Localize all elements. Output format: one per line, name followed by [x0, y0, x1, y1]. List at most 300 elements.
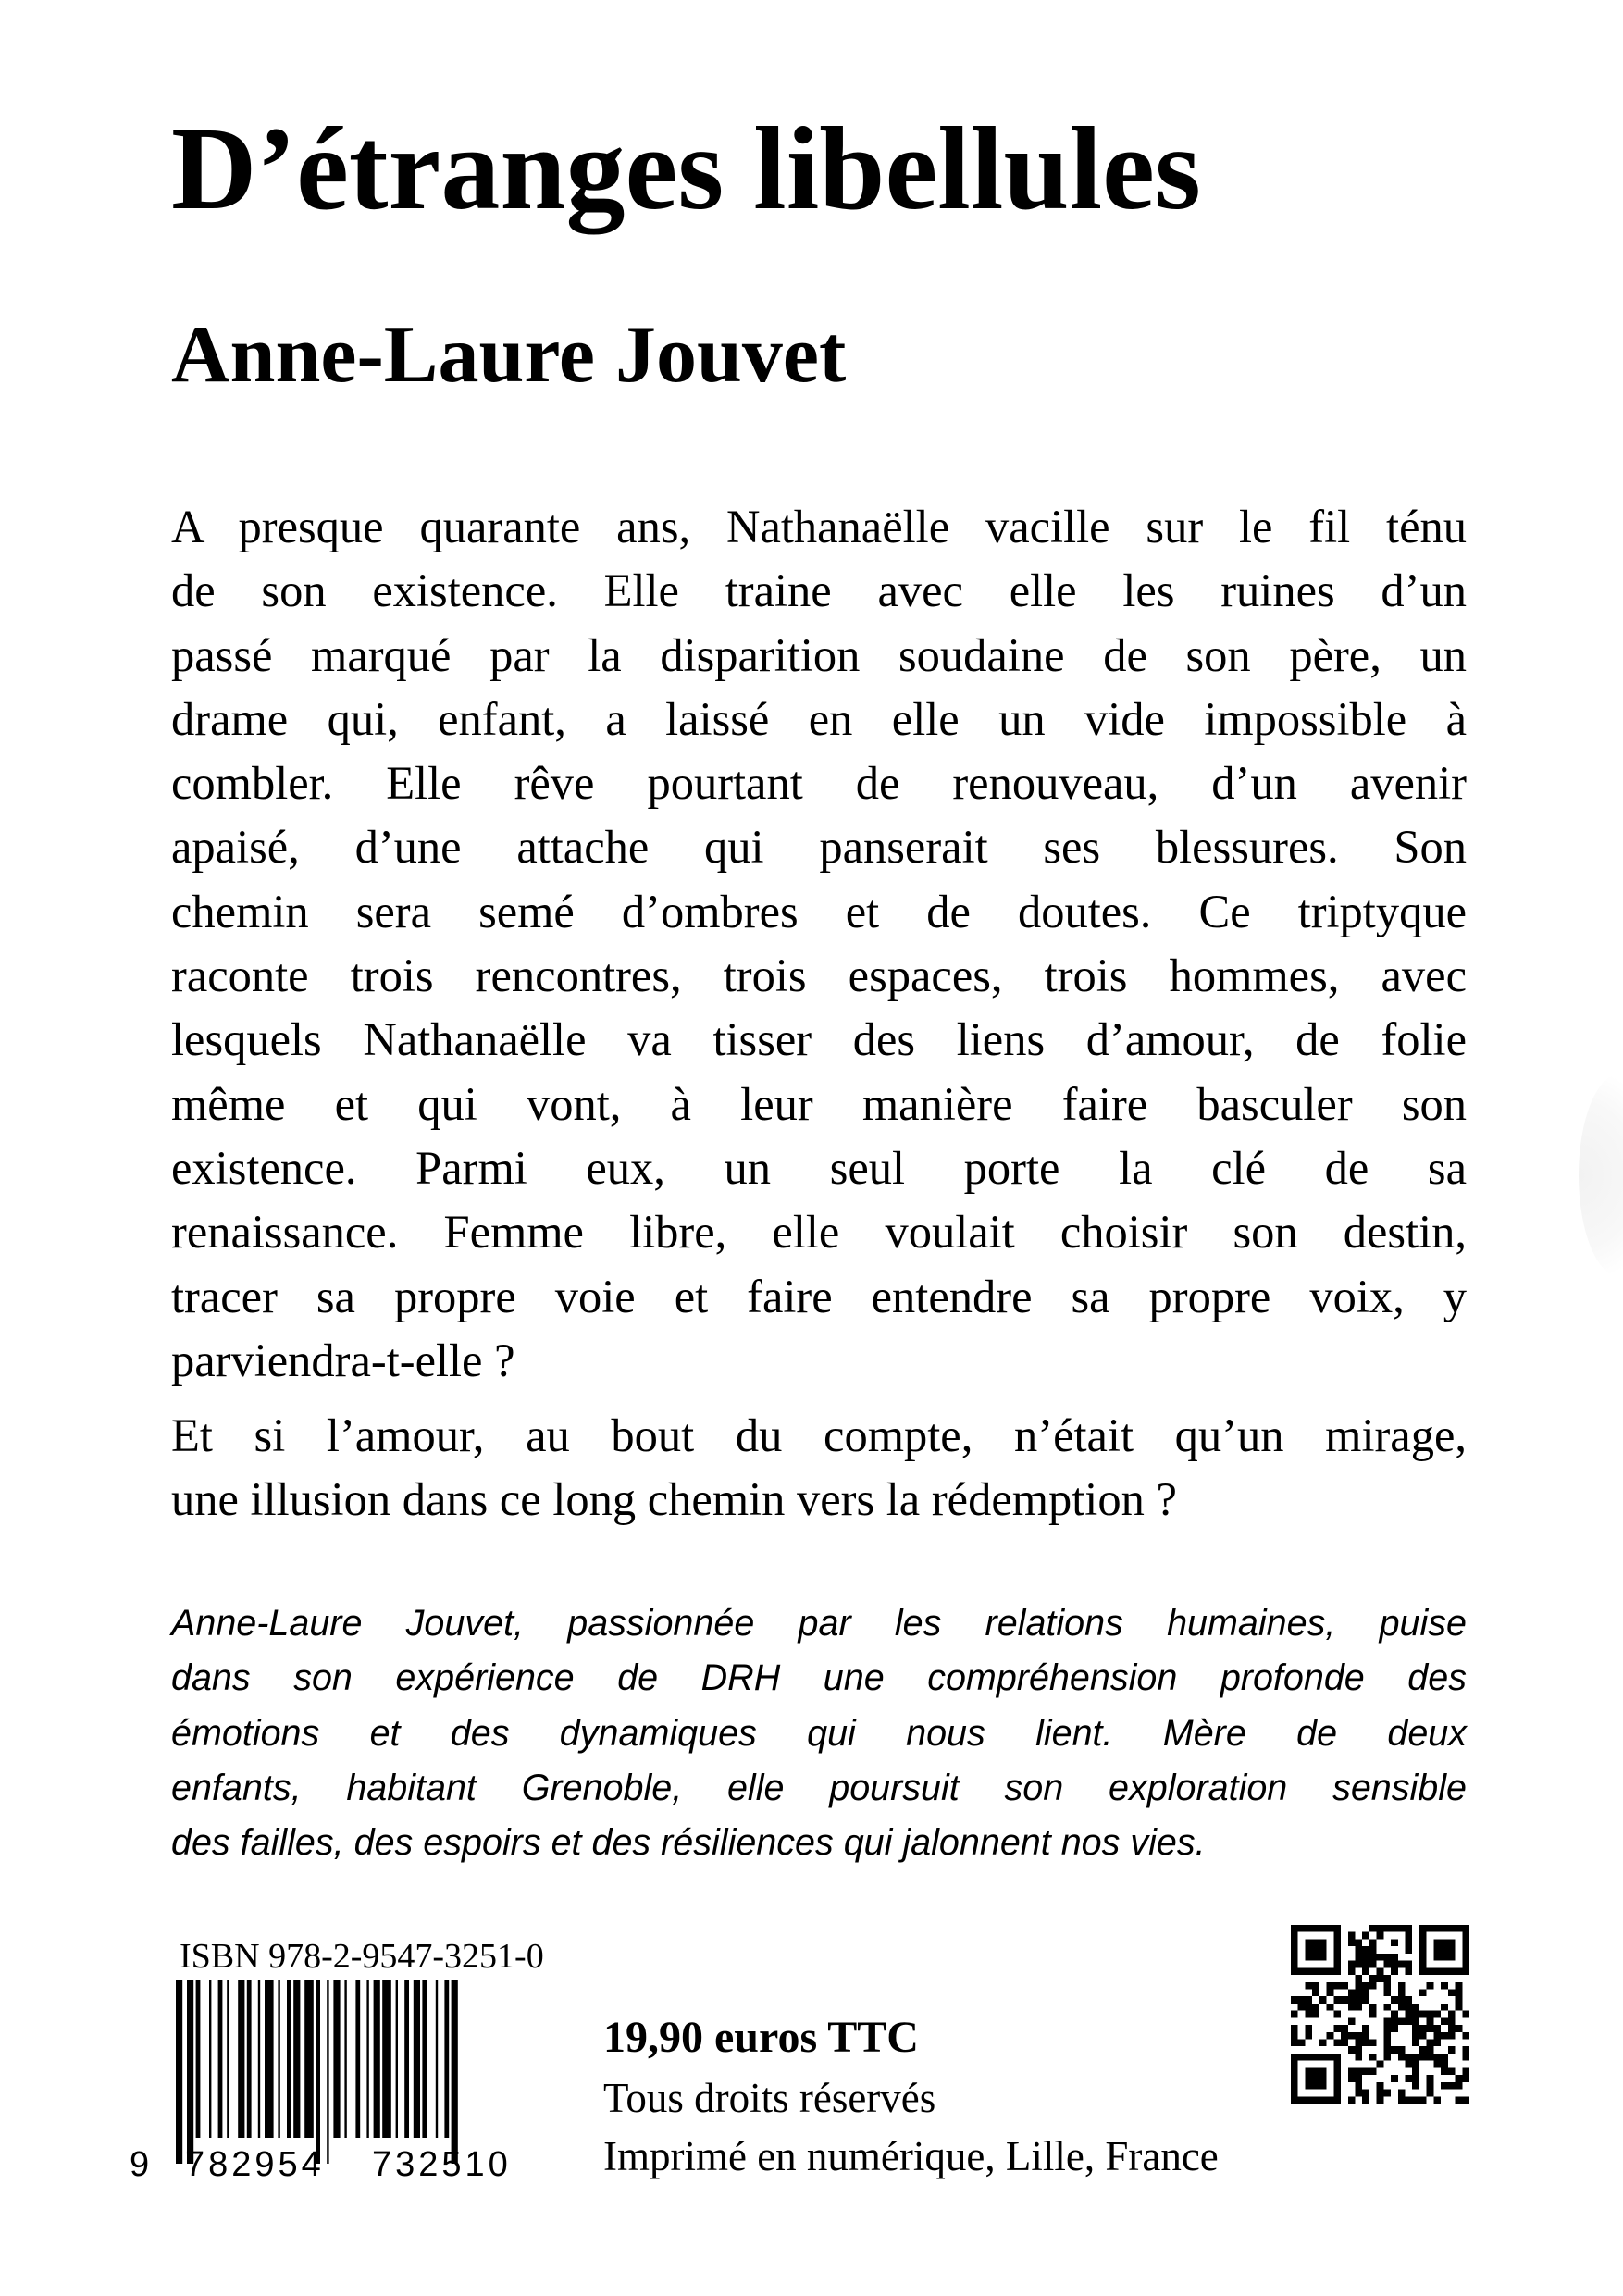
qr-module [1406, 2075, 1413, 2082]
qr-module [1398, 1982, 1406, 1990]
qr-module [1348, 2075, 1356, 2082]
qr-module [1383, 2090, 1391, 2097]
qr-module [1355, 2090, 1362, 2097]
qr-module [1419, 1925, 1427, 1932]
barcode-bar [218, 1980, 223, 2138]
qr-module [1327, 1967, 1334, 1975]
bio-line: émotions et des dynamiques qui nous lient. Mère de deux [171, 1712, 1467, 1754]
qr-module [1305, 2082, 1312, 2090]
qr-module [1305, 1925, 1312, 1932]
qr-module [1291, 1939, 1298, 1946]
qr-module [1362, 2025, 1369, 2032]
barcode-bar [344, 1980, 346, 2138]
qr-module [1448, 2032, 1456, 2040]
qr-module [1319, 1996, 1327, 2004]
qr-module [1377, 2061, 1384, 2068]
qr-module [1305, 2075, 1312, 2082]
qr-module [1412, 2011, 1419, 2018]
qr-module [1412, 2082, 1419, 2090]
qr-module [1333, 2054, 1341, 2061]
qr-module [1362, 2067, 1369, 2075]
qr-module [1419, 2011, 1427, 2018]
barcode-bar [436, 1980, 438, 2138]
qr-module [1427, 2082, 1434, 2090]
qr-module [1383, 2046, 1391, 2054]
blurb-line: A presque quarante ans, Nathanaëlle vacille sur le fil ténu [171, 501, 1467, 552]
qr-module [1406, 2017, 1413, 2025]
qr-module [1305, 2011, 1312, 2018]
qr-module [1383, 2032, 1391, 2040]
qr-module [1355, 2040, 1362, 2047]
qr-module [1362, 2096, 1369, 2104]
qr-module [1362, 1996, 1369, 2004]
barcode-digits [130, 2143, 564, 2186]
qr-module [1412, 2004, 1419, 2011]
qr-module [1312, 1989, 1319, 1996]
qr-module [1305, 2032, 1312, 2040]
qr-module [1398, 1925, 1406, 1932]
qr-module [1369, 1946, 1377, 1954]
qr-module [1398, 2046, 1406, 2054]
qr-module [1377, 1975, 1384, 1982]
qr-module [1433, 2032, 1441, 2040]
qr-module [1441, 1939, 1448, 1946]
qr-module [1427, 2090, 1434, 2097]
qr-module [1406, 1939, 1413, 1946]
qr-module [1412, 2040, 1419, 2047]
qr-module [1419, 2025, 1427, 2032]
qr-module [1391, 2025, 1398, 2032]
qr-module [1383, 1989, 1391, 1996]
qr-module [1291, 2011, 1298, 2018]
paragraph-gap [171, 1393, 1467, 1404]
qr-module [1305, 1939, 1312, 1946]
barcode-bar [382, 1980, 391, 2138]
qr-module [1427, 1982, 1434, 1990]
qr-module [1355, 1939, 1362, 1946]
qr-module [1448, 2082, 1456, 2090]
blurb-closing-line: Et si l’amour, au bout du compte, n’était qu’un mirage, [171, 1409, 1467, 1462]
qr-module [1333, 1996, 1341, 2004]
qr-module [1391, 1996, 1398, 2004]
qr-module [1448, 2067, 1456, 2075]
qr-module [1427, 2040, 1434, 2047]
qr-module [1377, 2082, 1384, 2090]
qr-module [1333, 2082, 1341, 2090]
qr-module [1456, 1996, 1463, 2004]
qr-module [1412, 2032, 1419, 2040]
qr-module [1369, 2004, 1377, 2011]
qr-module [1383, 2054, 1391, 2061]
qr-module [1377, 2096, 1384, 2104]
barcode-digit-group: 782954 [185, 2145, 325, 2184]
qr-module [1355, 1961, 1362, 1968]
qr-module [1298, 2096, 1306, 2104]
qr-module [1319, 1946, 1327, 1954]
qr-module [1398, 2017, 1406, 2025]
qr-module [1383, 2040, 1391, 2047]
isbn-label: ISBN 978-2-9547-3251-0 [180, 1937, 544, 1976]
qr-module [1291, 2032, 1298, 2040]
qr-module [1427, 2054, 1434, 2061]
qr-module [1355, 2075, 1362, 2082]
qr-module [1462, 1954, 1469, 1961]
qr-module [1341, 2032, 1348, 2040]
qr-module [1348, 1989, 1356, 1996]
qr-module [1412, 2067, 1419, 2075]
qr-module [1305, 1954, 1312, 1961]
qr-module [1333, 1961, 1341, 1968]
qr-module [1456, 2004, 1463, 2011]
qr-module [1333, 1939, 1341, 1946]
barcode-bar [414, 1980, 420, 2138]
qr-module [1348, 2046, 1356, 2054]
qr-module [1433, 1967, 1441, 1975]
blurb-line: passé marqué par la disparition soudaine de son père, un [171, 628, 1467, 681]
qr-module [1341, 1982, 1348, 1990]
book-title: D’étranges libellules [171, 103, 1201, 234]
qr-module [1305, 2096, 1312, 2104]
qr-module [1383, 2017, 1391, 2025]
qr-module [1362, 1989, 1369, 1996]
qr-module [1319, 2040, 1327, 2047]
qr-module [1305, 2004, 1312, 2011]
qr-module [1406, 1961, 1413, 1968]
qr-module [1291, 1967, 1298, 1975]
qr-module [1412, 2025, 1419, 2032]
qr-module [1312, 2082, 1319, 2090]
qr-module [1433, 1954, 1441, 1961]
qr-module [1369, 2040, 1377, 2047]
qr-module [1391, 2017, 1398, 2025]
barcode-bar [396, 1980, 398, 2138]
qr-module [1305, 1982, 1312, 1990]
blurb-line: lesquels Nathanaëlle va tisser des liens d’amour, de folie [171, 1013, 1467, 1066]
qr-module [1291, 2025, 1298, 2032]
qr-module [1319, 2054, 1327, 2061]
qr-module [1456, 2082, 1463, 2090]
qr-module [1419, 1939, 1427, 1946]
qr-module [1427, 2017, 1434, 2025]
qr-module [1362, 1967, 1369, 1975]
qr-module [1291, 1961, 1298, 1968]
bio-line: enfants, habitant Grenoble, elle poursuit son exploration sensible [171, 1767, 1467, 1808]
printer-notice: Imprimé en numérique, Lille, France [603, 2133, 1219, 2179]
qr-module [1341, 1996, 1348, 2004]
qr-module [1412, 2017, 1419, 2025]
qr-module [1448, 1939, 1456, 1946]
qr-module [1391, 2011, 1398, 2018]
qr-module [1383, 1975, 1391, 1982]
barcode-bar [327, 1980, 328, 2164]
qr-module [1383, 1925, 1391, 1932]
qr-module [1427, 2046, 1434, 2054]
qr-module [1355, 2067, 1362, 2075]
qr-module [1412, 2075, 1419, 2082]
qr-module [1441, 1954, 1448, 1961]
qr-module [1355, 1996, 1362, 2004]
blurb [171, 495, 1467, 1533]
qr-module [1419, 2032, 1427, 2040]
qr-module [1419, 2054, 1427, 2061]
qr-module [1312, 1954, 1319, 1961]
qr-module [1362, 2040, 1369, 2047]
qr-module [1355, 2004, 1362, 2011]
qr-module [1298, 2054, 1306, 2061]
qr-module [1398, 2054, 1406, 2061]
price: 19,90 euros TTC [603, 2013, 919, 2062]
qr-module [1419, 1989, 1427, 1996]
qr-module [1406, 1932, 1413, 1940]
qr-module [1377, 1925, 1384, 1932]
qr-module [1391, 1925, 1398, 1932]
blurb-line: même et qui vont, à leur manière faire basculer son [171, 1077, 1467, 1130]
qr-module [1327, 2054, 1334, 2061]
qr-module [1355, 2046, 1362, 2054]
qr-module [1348, 2017, 1356, 2025]
qr-module [1333, 2040, 1341, 2047]
qr-module [1348, 1996, 1356, 2004]
qr-module [1369, 2054, 1377, 2061]
qr-module [1441, 2017, 1448, 2025]
qr-module [1448, 1967, 1456, 1975]
qr-module [1427, 2025, 1434, 2032]
qr-module [1433, 2040, 1441, 2047]
barcode-digit-group: 732510 [372, 2145, 512, 2184]
qr-module [1462, 2096, 1469, 2104]
qr-module [1398, 1989, 1406, 1996]
qr-module [1369, 1961, 1377, 1968]
qr-module [1327, 1982, 1334, 1990]
rights-notice: Tous droits réservés [603, 2075, 936, 2121]
qr-module [1291, 2075, 1298, 2082]
barcode-bar [287, 1980, 291, 2138]
qr-module [1398, 1996, 1406, 2004]
qr-module [1433, 2011, 1441, 2018]
qr-module [1312, 2075, 1319, 2082]
qr-module [1419, 1961, 1427, 1968]
qr-module [1362, 1946, 1369, 1954]
qr-module [1305, 1946, 1312, 1954]
qr-module [1427, 2075, 1434, 2082]
qr-module [1319, 1925, 1327, 1932]
qr-module [1448, 1946, 1456, 1954]
qr-module [1448, 2025, 1456, 2032]
author-bio [171, 1596, 1467, 1870]
edge-shadow [1579, 1074, 1623, 1277]
barcode-bar [247, 1980, 252, 2138]
qr-module [1298, 1967, 1306, 1975]
qr-module [1312, 1982, 1319, 1990]
qr-module [1369, 1939, 1377, 1946]
barcode-bar [444, 1980, 449, 2138]
qr-module [1462, 2011, 1469, 2018]
qr-module [1291, 1946, 1298, 1954]
qr-module [1383, 1982, 1391, 1990]
qr-module [1348, 2096, 1356, 2104]
qr-module [1369, 1975, 1377, 1982]
qr-module [1333, 1932, 1341, 1940]
qr-module [1391, 1939, 1398, 1946]
barcode-bar [278, 1980, 279, 2138]
qr-module [1398, 2004, 1406, 2011]
barcode-digit-group: 9 [130, 2145, 150, 2184]
qr-module [1441, 2061, 1448, 2068]
qr-module [1362, 1961, 1369, 1968]
qr-module [1448, 2011, 1456, 2018]
barcode-bar [258, 1980, 260, 2138]
blurb-closing-line: une illusion dans ce long chemin vers la rédemption ? [171, 1473, 1177, 1526]
qr-module [1419, 1932, 1427, 1940]
qr-module [1327, 2004, 1334, 2011]
qr-module [1369, 1954, 1377, 1961]
qr-module [1433, 2025, 1441, 2032]
qr-module [1362, 1932, 1369, 1940]
qr-module [1355, 1982, 1362, 1990]
barcode-bar [404, 1980, 409, 2138]
qr-module [1291, 1925, 1298, 1932]
qr-module [1319, 1954, 1327, 1961]
qr-module [1291, 2061, 1298, 2068]
qr-module [1383, 1954, 1391, 1961]
qr-module [1419, 1946, 1427, 1954]
qr-module [1406, 1946, 1413, 1954]
qr-module [1333, 1967, 1341, 1975]
qr-module [1291, 1954, 1298, 1961]
qr-module [1333, 1925, 1341, 1932]
qr-module [1291, 2096, 1298, 2104]
barcode-bar [355, 1980, 360, 2138]
qr-module [1291, 1996, 1298, 2004]
qr-module [1462, 1961, 1469, 1968]
qr-module [1433, 2061, 1441, 2068]
qr-module [1333, 2061, 1341, 2068]
qr-module [1406, 1996, 1413, 2004]
qr-module [1319, 2096, 1327, 2104]
barcode-bar [187, 1980, 193, 2164]
qr-module [1419, 1954, 1427, 1961]
qr-module [1333, 2096, 1341, 2104]
qr-module [1348, 1961, 1356, 1968]
blurb-line: chemin sera semé d’ombres et de doutes. Ce triptyque [171, 885, 1467, 937]
qr-module [1377, 1954, 1384, 1961]
qr-module [1441, 2054, 1448, 2061]
barcode-bar [227, 1980, 229, 2138]
qr-module [1433, 2096, 1441, 2104]
qr-module [1327, 1925, 1334, 1932]
qr-module [1369, 1925, 1377, 1932]
qr-module [1319, 2075, 1327, 2082]
qr-module [1305, 1996, 1312, 2004]
qr-module [1369, 2067, 1377, 2075]
blurb-line: de son existence. Elle traine avec elle les ruines d’un [171, 565, 1467, 617]
qr-module [1298, 2004, 1306, 2011]
qr-module [1448, 2046, 1456, 2054]
qr-module [1456, 2075, 1463, 2082]
qr-module [1462, 2067, 1469, 2075]
qr-module [1441, 2004, 1448, 2011]
qr-module [1441, 2067, 1448, 2075]
qr-module [1355, 2032, 1362, 2040]
qr-module [1462, 2054, 1469, 2061]
qr-module [1419, 2096, 1427, 2104]
qr-module [1333, 2067, 1341, 2075]
barcode-bar [422, 1980, 427, 2138]
qr-module [1305, 2054, 1312, 2061]
qr-module [1348, 2004, 1356, 2011]
qr-module [1398, 2096, 1406, 2104]
qr-module [1462, 2046, 1469, 2054]
qr-module [1406, 1925, 1413, 1932]
qr-module [1333, 1954, 1341, 1961]
qr-module [1433, 1925, 1441, 1932]
qr-module [1362, 1954, 1369, 1961]
blurb-line: parviendra-t-elle ? [171, 1334, 515, 1386]
qr-module [1362, 2090, 1369, 2097]
qr-module [1355, 1954, 1362, 1961]
barcode-bar [366, 1980, 368, 2138]
qr-module [1333, 1982, 1341, 1990]
barcode-bar [333, 1980, 340, 2138]
barcode-bar [196, 1980, 201, 2138]
qr-module [1448, 2017, 1456, 2025]
qr-module [1291, 1932, 1298, 1940]
qr-module [1456, 1989, 1463, 1996]
qr-module [1348, 1932, 1356, 1940]
qr-module [1369, 2011, 1377, 2018]
qr-module [1312, 1967, 1319, 1975]
qr-module [1291, 2067, 1298, 2075]
qr-module [1391, 1954, 1398, 1961]
qr-module [1462, 2032, 1469, 2040]
qr-module [1406, 2004, 1413, 2011]
qr-module [1348, 1939, 1356, 1946]
qr-module [1319, 2067, 1327, 2075]
qr-code [1291, 1925, 1469, 2104]
qr-module [1312, 2067, 1319, 2075]
qr-module [1291, 2082, 1298, 2090]
qr-module [1427, 1925, 1434, 1932]
qr-module [1312, 2004, 1319, 2011]
qr-module [1312, 2054, 1319, 2061]
qr-module [1462, 1939, 1469, 1946]
qr-module [1406, 2054, 1413, 2061]
qr-module [1341, 2025, 1348, 2032]
qr-module [1333, 2090, 1341, 2097]
qr-module [1462, 2075, 1469, 2082]
qr-module [1441, 1946, 1448, 1954]
qr-module [1427, 2011, 1434, 2018]
qr-module [1391, 1967, 1398, 1975]
blurb-line: drame qui, enfant, a laissé en elle un vide impossible à [171, 692, 1467, 745]
qr-module [1298, 1925, 1306, 1932]
blurb-line: apaisé, d’une attache qui panserait ses blessures. Son [171, 821, 1467, 874]
qr-module [1319, 2082, 1327, 2090]
qr-module [1348, 2032, 1356, 2040]
barcode-bar [209, 1980, 211, 2138]
qr-module [1448, 1925, 1456, 1932]
qr-module [1333, 2011, 1341, 2018]
qr-module [1433, 1939, 1441, 1946]
barcode-bar [265, 1980, 274, 2138]
qr-module [1305, 2067, 1312, 2075]
qr-module [1383, 1961, 1391, 1968]
qr-module [1391, 2075, 1398, 2082]
qr-module [1327, 2096, 1334, 2104]
qr-module [1441, 2032, 1448, 2040]
qr-module [1448, 1989, 1456, 1996]
qr-module [1383, 2025, 1391, 2032]
